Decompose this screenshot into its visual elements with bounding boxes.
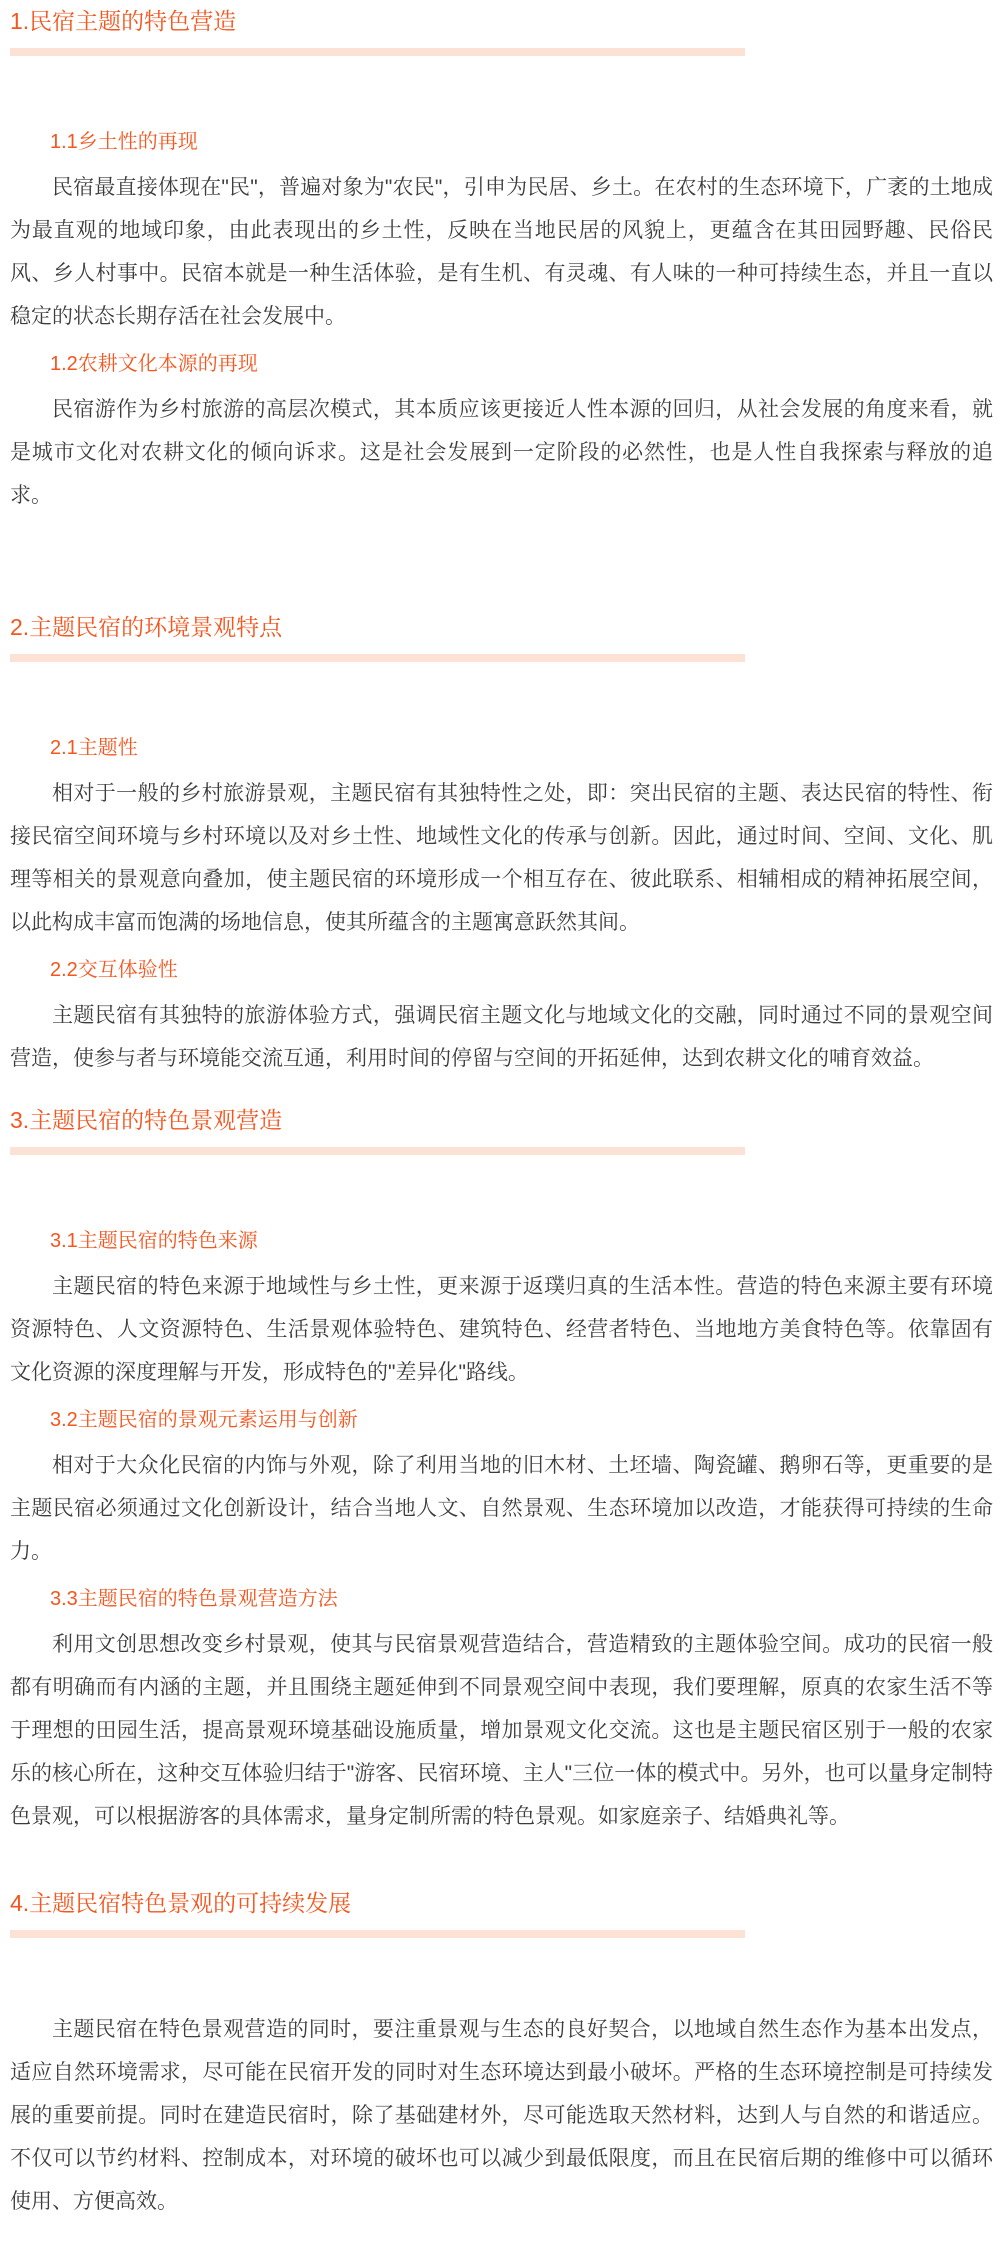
section-4-paragraph-1: 主题民宿在特色景观营造的同时，要注重景观与生态的良好契合，以地域自然生态作为基本出发点，适应自然环境需求，尽可能在民宿开发的同时对生态环境达到最小破坏。严格的生态环境控制是可持续发展的重要前提。同时在建造民宿时，除了基础建材外，尽可能选取天然材料，达到人与自然的和谐适应。不仅可以节约材料、控制成本，对环境的破坏也可以减少到最低限度，而且在民宿后期的维修中可以循环使用、方便高效。 bbox=[10, 2018, 993, 2213]
section-2 bbox=[10, 612, 993, 1080]
section-3-subheading-3: 3.3主题民宿的特色景观营造方法 bbox=[50, 1588, 338, 1610]
section-1-heading: 1.民宿主题的特色营造 bbox=[10, 8, 237, 34]
section-4-heading: 4.主题民宿特色景观的可持续发展 bbox=[10, 1890, 352, 1916]
section-1 bbox=[10, 6, 993, 517]
section-3-divider bbox=[10, 1147, 745, 1155]
section-3-paragraph-2: 相对于大众化民宿的内饰与外观，除了利用当地的旧木材、土坯墙、陶瓷罐、鹅卵石等，更重要的是主题民宿必须通过文化创新设计，结合当地人文、自然景观、生态环境加以改造，才能获得可持续的生命力。 bbox=[10, 1454, 993, 1563]
section-2-subheading-2: 2.2交互体验性 bbox=[50, 959, 178, 981]
section-2-heading: 2.主题民宿的环境景观特点 bbox=[10, 614, 283, 640]
section-3-subheading-2: 3.2主题民宿的景观元素运用与创新 bbox=[50, 1409, 358, 1431]
section-3 bbox=[10, 1105, 993, 1838]
section-2-subheading-1: 2.1主题性 bbox=[50, 737, 138, 759]
section-3-paragraph-1: 主题民宿的特色来源于地域性与乡土性，更来源于返璞归真的生活本性。营造的特色来源主要有环境资源特色、人文资源特色、生活景观体验特色、建筑特色、经营者特色、当地地方美食特色等。依靠固有文化资源的深度理解与开发，形成特色的"差异化"路线。 bbox=[10, 1275, 993, 1384]
section-1-subheading-2: 1.2农耕文化本源的再现 bbox=[50, 353, 258, 375]
section-3-subheading-1: 3.1主题民宿的特色来源 bbox=[50, 1230, 258, 1252]
section-4 bbox=[10, 1888, 993, 2223]
section-3-paragraph-3: 利用文创思想改变乡村景观，使其与民宿景观营造结合，营造精致的主题体验空间。成功的民宿一般都有明确而有内涵的主题，并且围绕主题延伸到不同景观空间中表现，我们要理解，原真的农家生活不等于理想的田园生活，提高景观环境基础设施质量，增加景观文化交流。这也是主题民宿区别于一般的农家乐的核心所在，这种交互体验归结于"游客、民宿环境、主人"三位一体的模式中。另外，也可以量身定制特色景观，可以根据游客的具体需求，量身定制所需的特色景观。如家庭亲子、结婚典礼等。 bbox=[10, 1633, 993, 1828]
section-3-heading: 3.主题民宿的特色景观营造 bbox=[10, 1107, 283, 1133]
section-2-paragraph-1: 相对于一般的乡村旅游景观，主题民宿有其独特性之处，即：突出民宿的主题、表达民宿的特性、衔接民宿空间环境与乡村环境以及对乡土性、地域性文化的传承与创新。因此，通过时间、空间、文化、肌理等相关的景观意向叠加，使主题民宿的环境形成一个相互存在、彼此联系、相辅相成的精神拓展空间，以此构成丰富而饱满的场地信息，使其所蕴含的主题寓意跃然其间。 bbox=[10, 782, 993, 934]
section-1-divider bbox=[10, 48, 745, 56]
section-2-divider bbox=[10, 654, 745, 662]
section-2-paragraph-2: 主题民宿有其独特的旅游体验方式，强调民宿主题文化与地域文化的交融，同时通过不同的景观空间营造，使参与者与环境能交流互通，利用时间的停留与空间的开拓延伸，达到农耕文化的哺育效益。 bbox=[10, 1004, 993, 1070]
section-1-subheading-1: 1.1乡土性的再现 bbox=[50, 131, 198, 153]
section-1-paragraph-1: 民宿最直接体现在"民"，普遍对象为"农民"，引申为民居、乡土。在农村的生态环境下，广袤的土地成为最直观的地域印象，由此表现出的乡土性，反映在当地民居的风貌上，更蕴含在其田园野趣、民俗民风、乡人村事中。民宿本就是一种生活体验，是有生机、有灵魂、有人味的一种可持续生态，并且一直以稳定的状态长期存活在社会发展中。 bbox=[10, 176, 993, 328]
section-1-paragraph-2: 民宿游作为乡村旅游的高层次模式，其本质应该更接近人性本源的回归，从社会发展的角度来看，就是城市文化对农耕文化的倾向诉求。这是社会发展到一定阶段的必然性，也是人性自我探索与释放的追求。 bbox=[10, 398, 993, 507]
section-4-divider bbox=[10, 1930, 745, 1938]
